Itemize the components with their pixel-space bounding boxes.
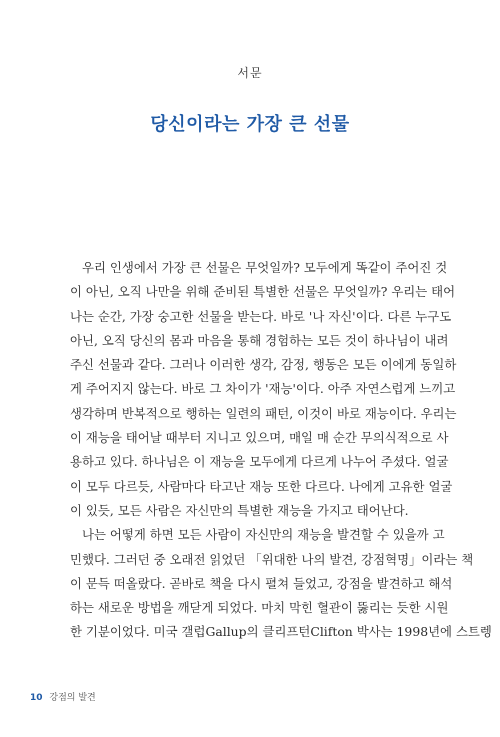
page-footer xyxy=(30,690,96,703)
text-line: 민했다. 그러던 중 오래전 읽었던 「위대한 나의 발견, 강점혁명」이라는 책 xyxy=(70,551,474,567)
paragraph-2 xyxy=(70,523,492,644)
body-text xyxy=(70,256,492,645)
running-title: 강점의 발견 xyxy=(49,693,96,703)
text-line: 게 주어지지 않는다. 바로 그 차이가 '재능'이다. 아주 자연스럽게 느끼고 xyxy=(70,381,456,397)
text-line: 이 재능을 태어날 때부터 지니고 있으며, 매일 매 순간 무의식적으로 사 xyxy=(70,430,449,446)
text-line: 나는 어떻게 하면 모든 사람이 자신만의 재능을 발견할 수 있을까 고 xyxy=(82,527,445,543)
text-line: 나는 순간, 가장 숭고한 선물을 받는다. 바로 '나 자신'이다. 다른 누구도 xyxy=(70,308,452,324)
text-line: 이 문득 떠올랐다. 곧바로 책을 다시 펼쳐 들었고, 강점을 발견하고 해석 xyxy=(70,575,453,591)
text-line: 하는 새로운 방법을 깨닫게 되었다. 마치 막힌 혈관이 뚫리는 듯한 시원 xyxy=(70,600,449,616)
text-line: 아닌, 오직 당신의 몸과 마음을 통해 경험하는 모든 것이 하나님이 내려 xyxy=(70,332,449,348)
section-label: 서문 xyxy=(237,66,263,80)
chapter-title: 당신이라는 가장 큰 선물 xyxy=(150,114,350,135)
text-line: 우리 인생에서 가장 큰 선물은 무엇일까? 모두에게 똑같이 주어진 것 xyxy=(82,260,448,275)
text-line: 용하고 있다. 하나님은 이 재능을 모두에게 다르게 나누어 주셨다. 얼굴 xyxy=(70,454,449,470)
page-number: 10 xyxy=(30,693,43,703)
text-line: 한 기분이었다. 미국 갤럽Gallup의 클리프턴Clifton 박사는 1998년에 스트렝 xyxy=(70,624,492,640)
text-line: 이 있듯, 모든 사람은 자신만의 특별한 재능을 가지고 태어난다. xyxy=(70,502,409,518)
text-line: 주신 선물과 같다. 그러나 이러한 생각, 감정, 행동은 모든 이에게 동일하 xyxy=(70,357,457,373)
text-line: 생각하며 반복적으로 행하는 일련의 패턴, 이것이 바로 재능이다. 우리는 xyxy=(70,405,457,421)
text-line: 이 모두 다르듯, 사람마다 타고난 재능 또한 다르다. 나에게 고유한 얼굴 xyxy=(70,478,453,494)
text-line: 이 아닌, 오직 나만을 위해 준비된 특별한 선물은 무엇일까? 우리는 태어 xyxy=(70,284,456,300)
paragraph-1 xyxy=(70,256,457,523)
